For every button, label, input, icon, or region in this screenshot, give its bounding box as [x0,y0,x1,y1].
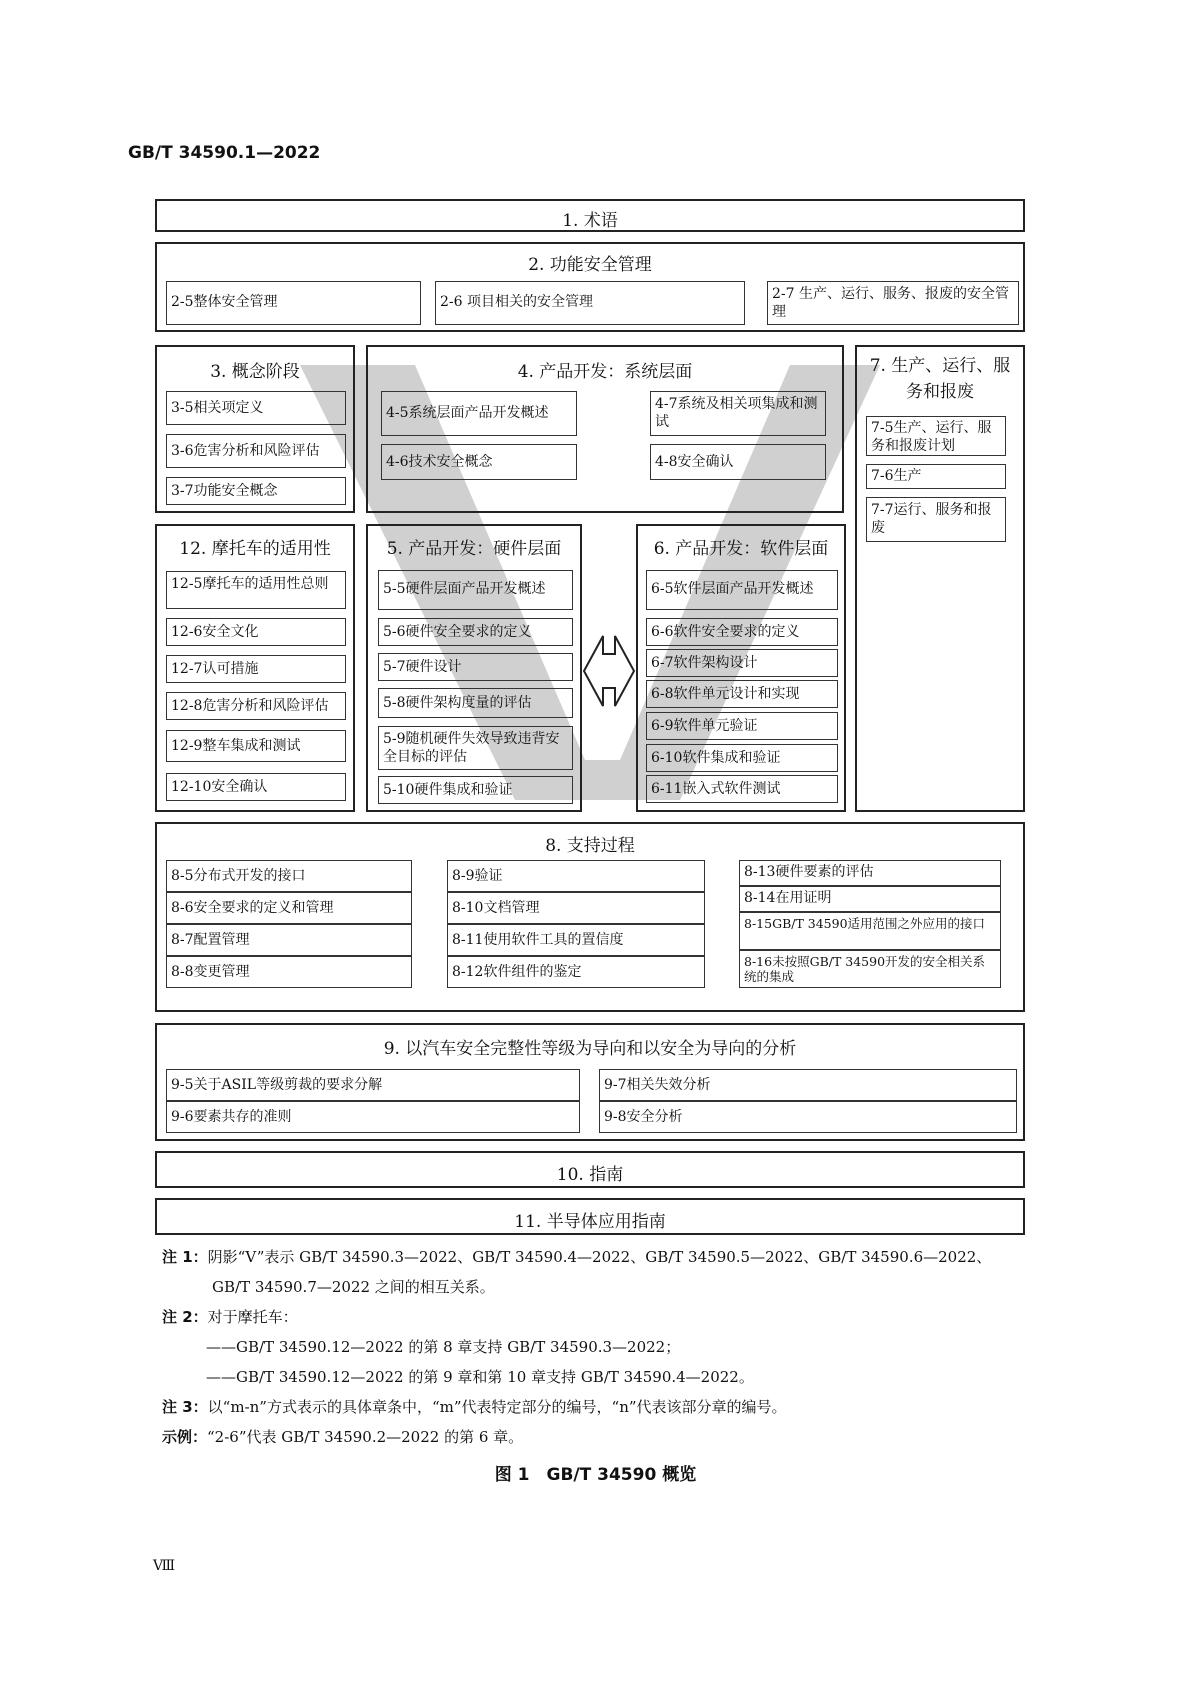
note-3-line [162,1392,1092,1422]
clause-7-title: 7. 生产、运行、服务和报废 [869,356,1011,402]
item-8-6: 8-6安全要求的定义和管理 [166,892,412,924]
clause-10-title: 10. 指南 [556,1165,624,1185]
example-label: 示例： [162,1428,208,1446]
item-7-5: 7-5生产、运行、服务和报废计划 [866,416,1006,456]
clause-9-box [155,1023,1025,1141]
item-5-8: 5-8硬件架构度量的评估 [378,688,573,718]
item-4-6: 4-6技术安全概念 [381,444,577,480]
clause-2-box [155,242,1025,332]
item-5-10: 5-10硬件集成和验证 [378,776,573,804]
example-line [162,1422,1092,1452]
item-5-5: 5-5硬件层面产品开发概述 [378,570,573,610]
note-1-label: 注 1： [162,1248,208,1266]
item-12-8: 12-8危害分析和风险评估 [166,692,346,720]
item-2-7: 2-7 生产、运行、服务、报废的安全管理 [767,281,1019,325]
item-5-6: 5-6硬件安全要求的定义 [378,618,573,646]
item-8-8: 8-8变更管理 [166,956,412,988]
clause-5-title: 5. 产品开发：硬件层面 [386,539,562,559]
clause-11-box [155,1198,1025,1235]
item-4-8: 4-8安全确认 [650,444,826,480]
item-9-7: 9-7相关失效分析 [599,1069,1017,1101]
item-12-5: 12-5摩托车的适用性总则 [166,571,346,609]
note-3-text: 以“m-n”方式表示的具体章条中，“m”代表特定部分的编号，“n”代表该部分章的编号。 [207,1398,787,1416]
clause-7-box [855,345,1025,812]
item-6-6: 6-6软件安全要求的定义 [646,618,838,646]
item-8-10: 8-10文档管理 [447,892,705,924]
example-text: “2-6”代表 GB/T 34590.2—2022 的第 6 章。 [207,1428,524,1446]
item-2-6: 2-6 项目相关的安全管理 [435,281,745,325]
item-6-11: 6-11嵌入式软件测试 [646,775,838,803]
note-2-text-1: 对于摩托车： [207,1308,298,1326]
item-8-16: 8-16未按照GB/T 34590开发的安全相关系统的集成 [739,950,1001,988]
note-1-text-2: GB/T 34590.7—2022 之间的相互关系。 [212,1278,495,1296]
clause-9-title: 9. 以汽车安全完整性等级为导向和以安全为导向的分析 [383,1039,797,1059]
notes-block [162,1242,1092,1452]
clause-5-box [366,524,582,812]
item-6-8: 6-8软件单元设计和实现 [646,680,838,708]
item-8-9: 8-9验证 [447,860,705,892]
item-6-9: 6-9软件单元验证 [646,712,838,740]
item-8-14: 8-14在用证明 [739,886,1001,912]
double-arrow-icon [581,630,637,712]
note-2-line-1 [162,1302,1092,1332]
item-2-5: 2-5整体安全管理 [166,281,421,325]
note-3-label: 注 3： [162,1398,208,1416]
item-9-8: 9-8安全分析 [599,1101,1017,1133]
clause-4-box [366,345,844,513]
document-code: GB/T 34590.1—2022 [128,143,321,163]
item-8-5: 8-5分布式开发的接口 [166,860,412,892]
item-6-7: 6-7软件架构设计 [646,649,838,677]
item-8-7: 8-7配置管理 [166,924,412,956]
clause-11-title: 11. 半导体应用指南 [514,1212,666,1232]
item-12-9: 12-9整车集成和测试 [166,730,346,762]
clause-1-box [155,199,1025,232]
clause-3-title: 3. 概念阶段 [210,362,300,382]
note-2-text-3: ——GB/T 34590.12—2022 的第 9 章和第 10 章支持 GB/T 34590.4—2022。 [206,1368,754,1386]
page-number: Ⅷ [153,1558,176,1574]
item-9-6: 9-6要素共存的准则 [166,1101,580,1133]
item-8-12: 8-12软件组件的鉴定 [447,956,705,988]
item-12-6: 12-6安全文化 [166,618,346,646]
clause-10-box [155,1151,1025,1188]
item-3-7: 3-7功能安全概念 [166,477,346,505]
note-1-line-1 [162,1242,1092,1272]
note-2-text-2: ——GB/T 34590.12—2022 的第 8 章支持 GB/T 34590.3—2022； [206,1338,681,1356]
item-9-5: 9-5关于ASIL等级剪裁的要求分解 [166,1069,580,1101]
clause-8-box [155,822,1025,1012]
item-7-6: 7-6生产 [866,464,1006,489]
item-8-11: 8-11使用软件工具的置信度 [447,924,705,956]
clause-6-title: 6. 产品开发：软件层面 [653,539,829,559]
item-5-9: 5-9随机硬件失效导致违背安全目标的评估 [378,726,573,770]
item-4-5: 4-5系统层面产品开发概述 [381,391,577,436]
item-4-7: 4-7系统及相关项集成和测试 [650,391,826,436]
item-8-15: 8-15GB/T 34590适用范围之外应用的接口 [739,912,1001,950]
item-8-13: 8-13硬件要素的评估 [739,860,1001,886]
clause-2-title: 2. 功能安全管理 [528,255,652,275]
clause-12-title: 12. 摩托车的适用性 [179,539,331,559]
item-12-7: 12-7认可措施 [166,655,346,683]
clause-6-box [636,524,846,812]
item-6-10: 6-10软件集成和验证 [646,744,838,772]
note-1-text-1: 阴影“V”表示 GB/T 34590.3—2022、GB/T 34590.4—2022、GB/T 34590.5—2022、GB/T 34590.6—2022、 [207,1248,992,1266]
clause-8-title: 8. 支持过程 [545,836,635,856]
clause-4-title: 4. 产品开发：系统层面 [517,362,693,382]
item-6-5: 6-5软件层面产品开发概述 [646,570,838,610]
item-7-7: 7-7运行、服务和报废 [866,497,1006,542]
clause-3-box [155,345,355,513]
note-2-label: 注 2： [162,1308,208,1326]
item-3-6: 3-6危害分析和风险评估 [166,434,346,468]
clause-12-box [155,524,355,812]
item-12-10: 12-10安全确认 [166,773,346,801]
item-3-5: 3-5相关项定义 [166,391,346,425]
item-5-7: 5-7硬件设计 [378,653,573,681]
figure-caption: 图 1 GB/T 34590 概览 [494,1465,697,1485]
clause-1-title: 1. 术语 [562,211,618,231]
